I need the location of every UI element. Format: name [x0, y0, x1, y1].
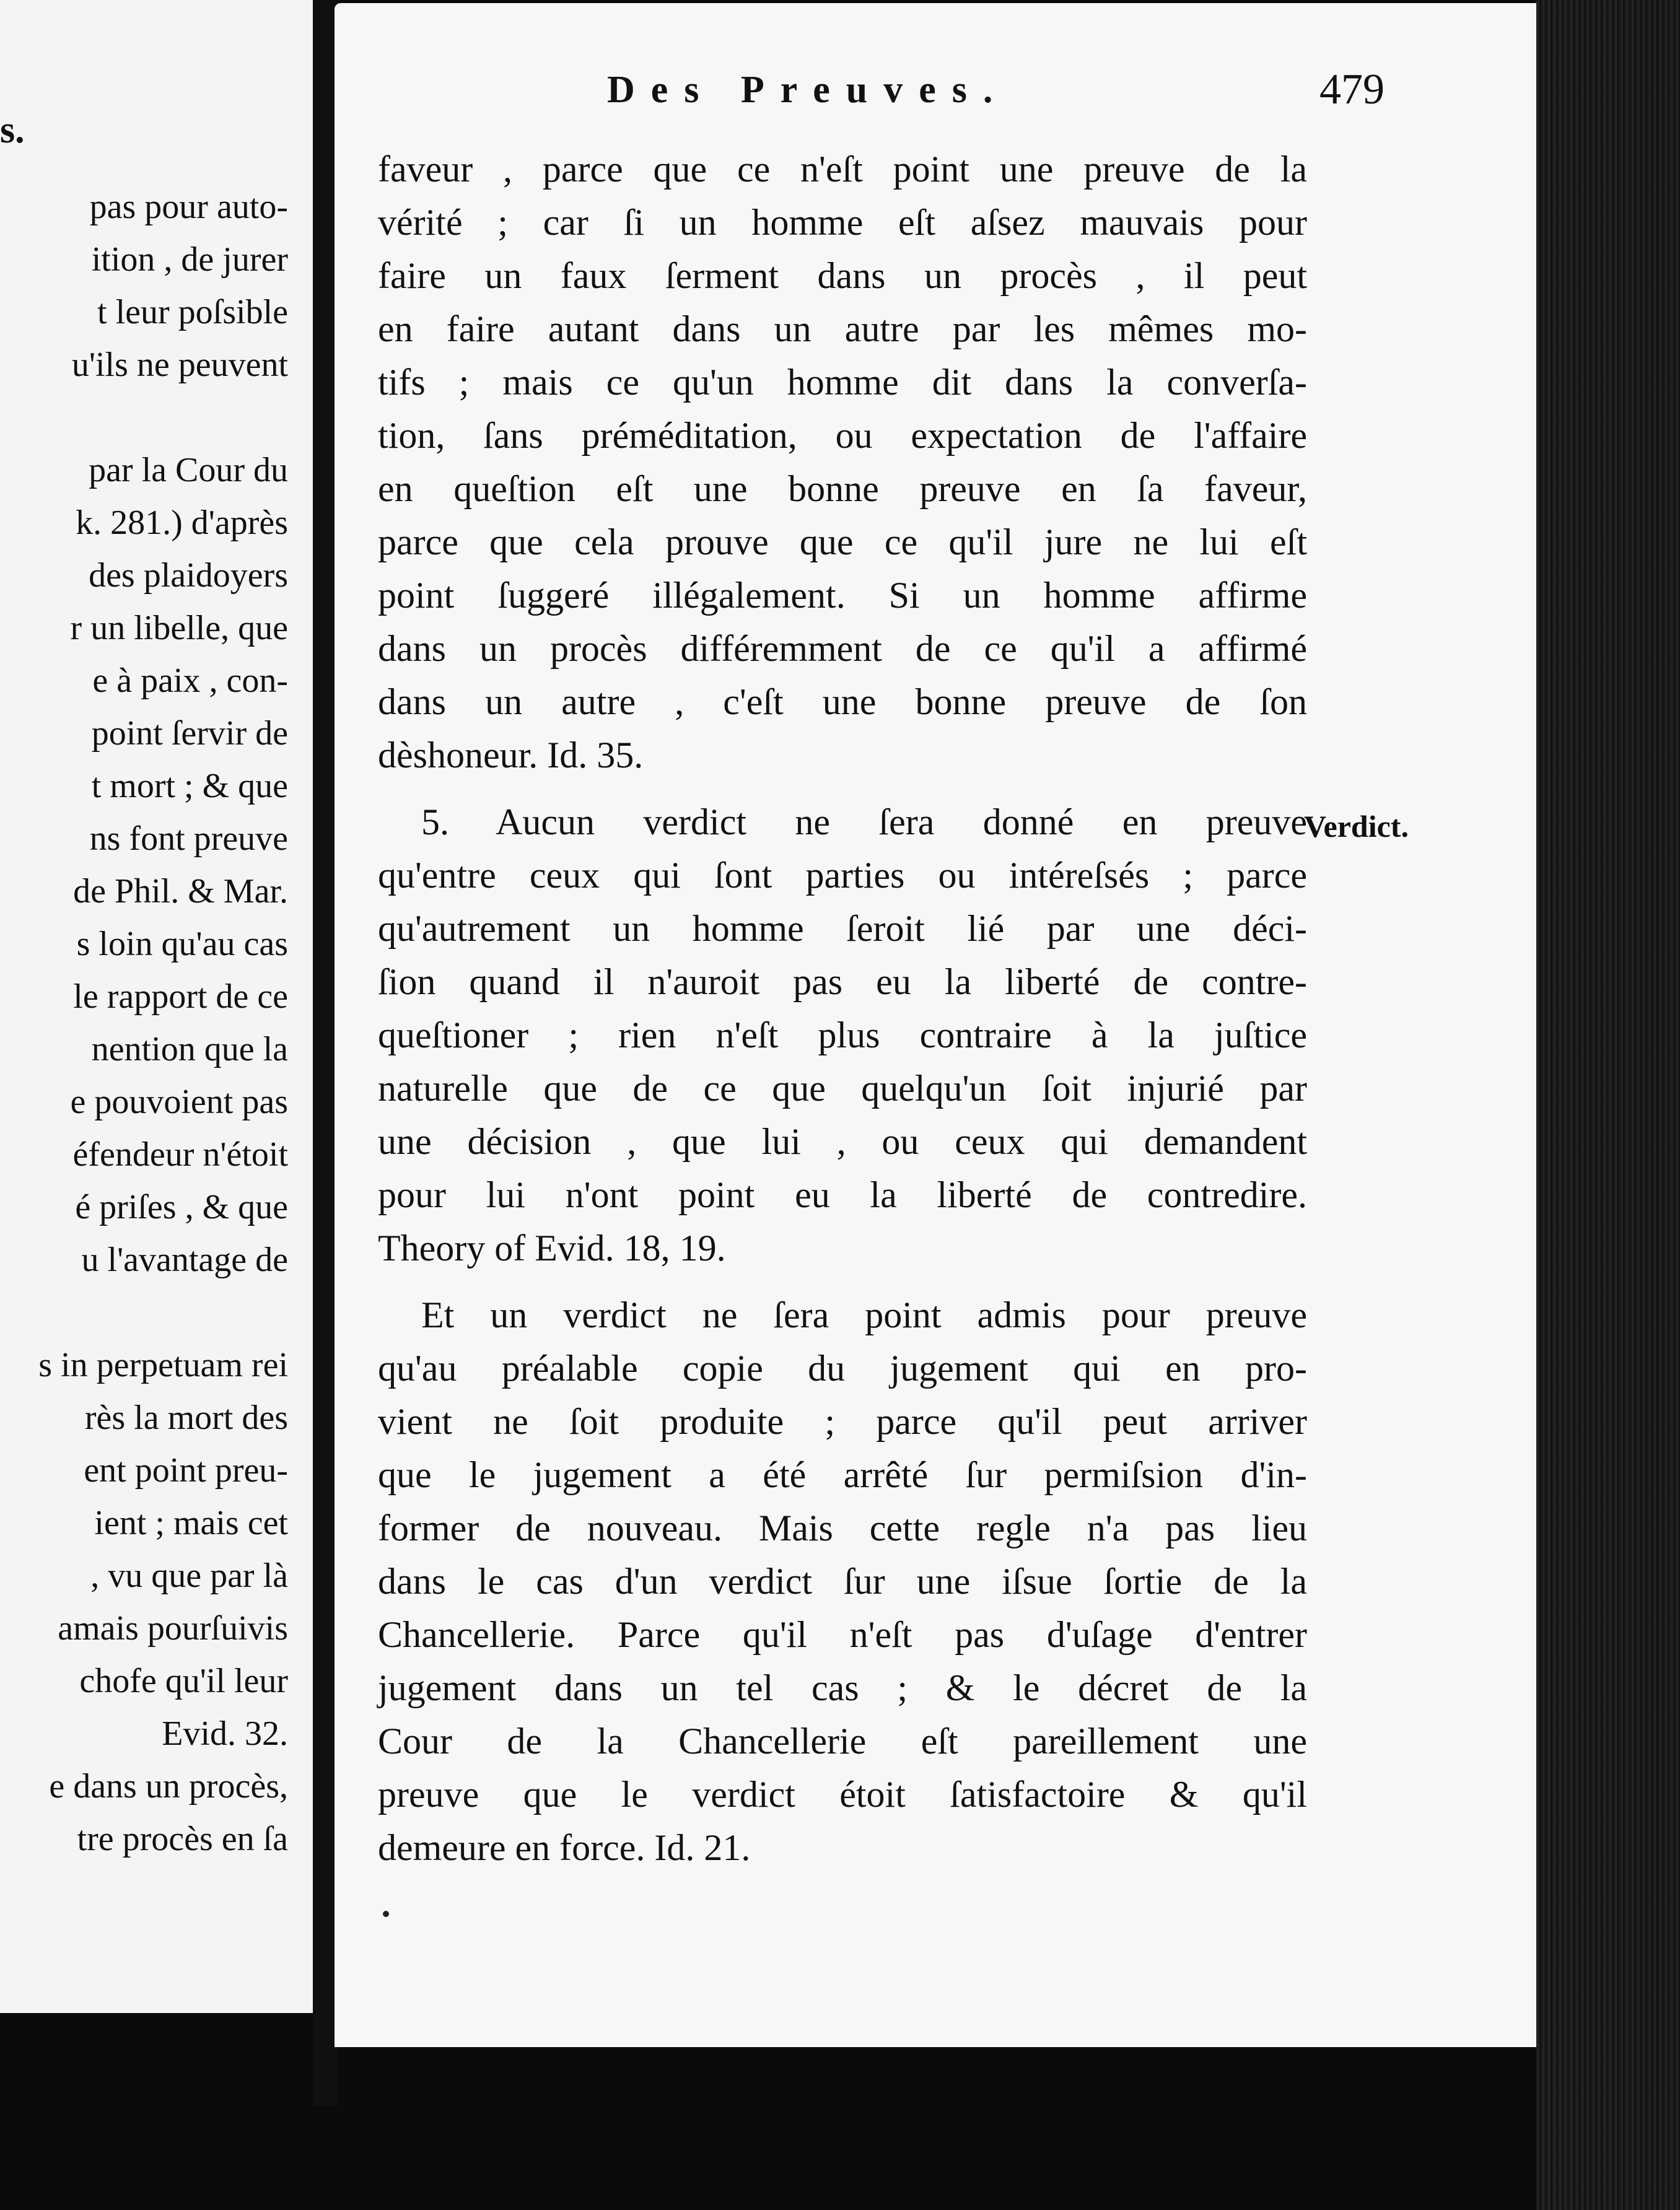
text-line: jugement dans un tel cas ; & le décret de la	[378, 1667, 1307, 1708]
right-page	[335, 3, 1536, 2047]
text-line: Cour de la Chancellerie eſt pareillement une	[378, 1721, 1307, 1762]
text-line: vient ne ſoit produite ; parce qu'il peut arriver	[378, 1401, 1307, 1442]
left-page-text	[0, 181, 288, 1866]
left-page-header: s.	[0, 109, 25, 151]
text-line: en faire autant dans un autre par les mêmes mo-	[378, 308, 1307, 349]
left-page-line: point ſervir de	[91, 714, 288, 753]
margin-note: Verdict.	[1304, 809, 1409, 844]
text-line: naturelle que de ce que quelqu'un ſoit injurié par	[378, 1068, 1307, 1109]
running-head: Des Preuves.	[607, 69, 1009, 111]
text-line: tion, ſans préméditation, ou expectation de l'affaire	[378, 415, 1307, 456]
left-page-line	[0, 1286, 288, 1339]
left-page-line: pas pour auto-	[89, 188, 288, 226]
left-page-line: par la Cour du	[89, 451, 288, 489]
left-page-line: amais pourſuivis	[58, 1609, 288, 1648]
text-line: vérité ; car ſi un homme eſt aſsez mauvais pour	[378, 202, 1307, 243]
left-page-line	[0, 391, 288, 444]
text-line: tifs ; mais ce qu'un homme dit dans la converſa-	[378, 362, 1307, 403]
left-page-line: s in perpetuam rei	[38, 1346, 288, 1384]
text-line: dèshoneur. Id. 35.	[378, 735, 644, 775]
text-line: 5. Aucun verdict ne ſera donné en preuve	[421, 801, 1307, 842]
text-line: dans le cas d'un verdict ſur une iſsue ſortie de la	[378, 1561, 1307, 1602]
left-page-line: u l'avantage de	[81, 1241, 288, 1279]
text-line: dans un autre , c'eſt une bonne preuve de ſon	[378, 681, 1307, 722]
left-page-line: des plaidoyers	[89, 556, 288, 595]
page-number: 479	[1319, 66, 1385, 113]
left-page-line: e dans un procès,	[49, 1767, 288, 1806]
left-page-line: é priſes , & que	[75, 1188, 288, 1226]
book-gutter	[313, 0, 338, 2106]
left-page-line: rès la mort des	[84, 1399, 288, 1437]
ink-dot	[383, 1911, 389, 1917]
text-line: queſtioner ; rien n'eſt plus contraire à la juſtice	[378, 1015, 1307, 1055]
paragraph-2	[378, 795, 1307, 1275]
left-page-line: e pouvoient pas	[70, 1083, 288, 1121]
text-line: faveur , parce que ce n'eſt point une preuve de la	[378, 149, 1307, 190]
text-line: qu'au préalable copie du jugement qui en pro-	[378, 1348, 1307, 1389]
body-text	[378, 142, 1307, 1874]
text-line: preuve que le verdict étoit ſatisfactoire & qu'il	[378, 1774, 1307, 1815]
left-page-line: r un libelle, que	[70, 609, 288, 647]
text-line: former de nouveau. Mais cette regle n'a pas lieu	[378, 1508, 1307, 1548]
paragraph-3	[378, 1288, 1307, 1874]
text-line: qu'autrement un homme ſeroit lié par une déci-	[378, 908, 1307, 949]
left-page-line: , vu que par là	[90, 1557, 288, 1595]
text-line: que le jugement a été arrêté ſur permiſsion d'in-	[378, 1454, 1307, 1495]
left-page-line: de Phil. & Mar.	[73, 872, 288, 911]
left-page-line: ition , de jurer	[91, 240, 288, 279]
left-page-line: ient ; mais cet	[94, 1504, 288, 1542]
text-line: parce que cela prouve que ce qu'il jure ne lui eſt	[378, 522, 1307, 562]
text-line: dans un procès différemment de ce qu'il a affirmé	[378, 628, 1307, 669]
text-line: Chancellerie. Parce qu'il n'eſt pas d'uſage d'entrer	[378, 1614, 1307, 1655]
text-line: une décision , que lui , ou ceux qui demandent	[378, 1121, 1307, 1162]
left-page-line: s loin qu'au cas	[76, 925, 288, 963]
page-edges	[1536, 0, 1680, 2210]
text-line: ſion quand il n'auroit pas eu la liberté de contre-	[378, 961, 1307, 1002]
left-page-line: k. 281.) d'après	[76, 504, 288, 542]
left-facing-page	[0, 0, 317, 2013]
left-page-line: éfendeur n'étoit	[72, 1135, 288, 1174]
text-line: point ſuggeré illégalement. Si un homme affirme	[378, 575, 1307, 616]
left-page-line: e à paix , con-	[92, 662, 288, 700]
text-line: pour lui n'ont point eu la liberté de contredire.	[378, 1174, 1307, 1215]
left-page-line: u'ils ne peuvent	[71, 346, 288, 384]
left-page-line: t leur poſsible	[97, 293, 288, 331]
left-page-line: ent point preu-	[84, 1451, 288, 1490]
text-line: qu'entre ceux qui ſont parties ou intéreſsés ; parce	[378, 855, 1307, 896]
text-line: en queſtion eſt une bonne preuve en ſa faveur,	[378, 468, 1307, 509]
text-line: Et un verdict ne ſera point admis pour preuve	[421, 1295, 1307, 1335]
left-page-line: chofe qu'il leur	[79, 1662, 288, 1700]
left-page-line: nention que la	[91, 1030, 288, 1068]
left-page-line: ns font preuve	[89, 819, 288, 858]
left-page-line: le rapport de ce	[73, 977, 288, 1016]
left-page-line: tre procès en ſa	[77, 1820, 288, 1858]
text-line: demeure en force. Id. 21.	[378, 1827, 751, 1868]
left-page-line: Evid. 32.	[162, 1714, 288, 1753]
text-line: faire un faux ſerment dans un procès , il peut	[378, 255, 1307, 296]
left-page-line: t mort ; & que	[91, 767, 288, 805]
text-line: Theory of Evid. 18, 19.	[378, 1228, 726, 1269]
paragraph-1	[378, 142, 1307, 782]
